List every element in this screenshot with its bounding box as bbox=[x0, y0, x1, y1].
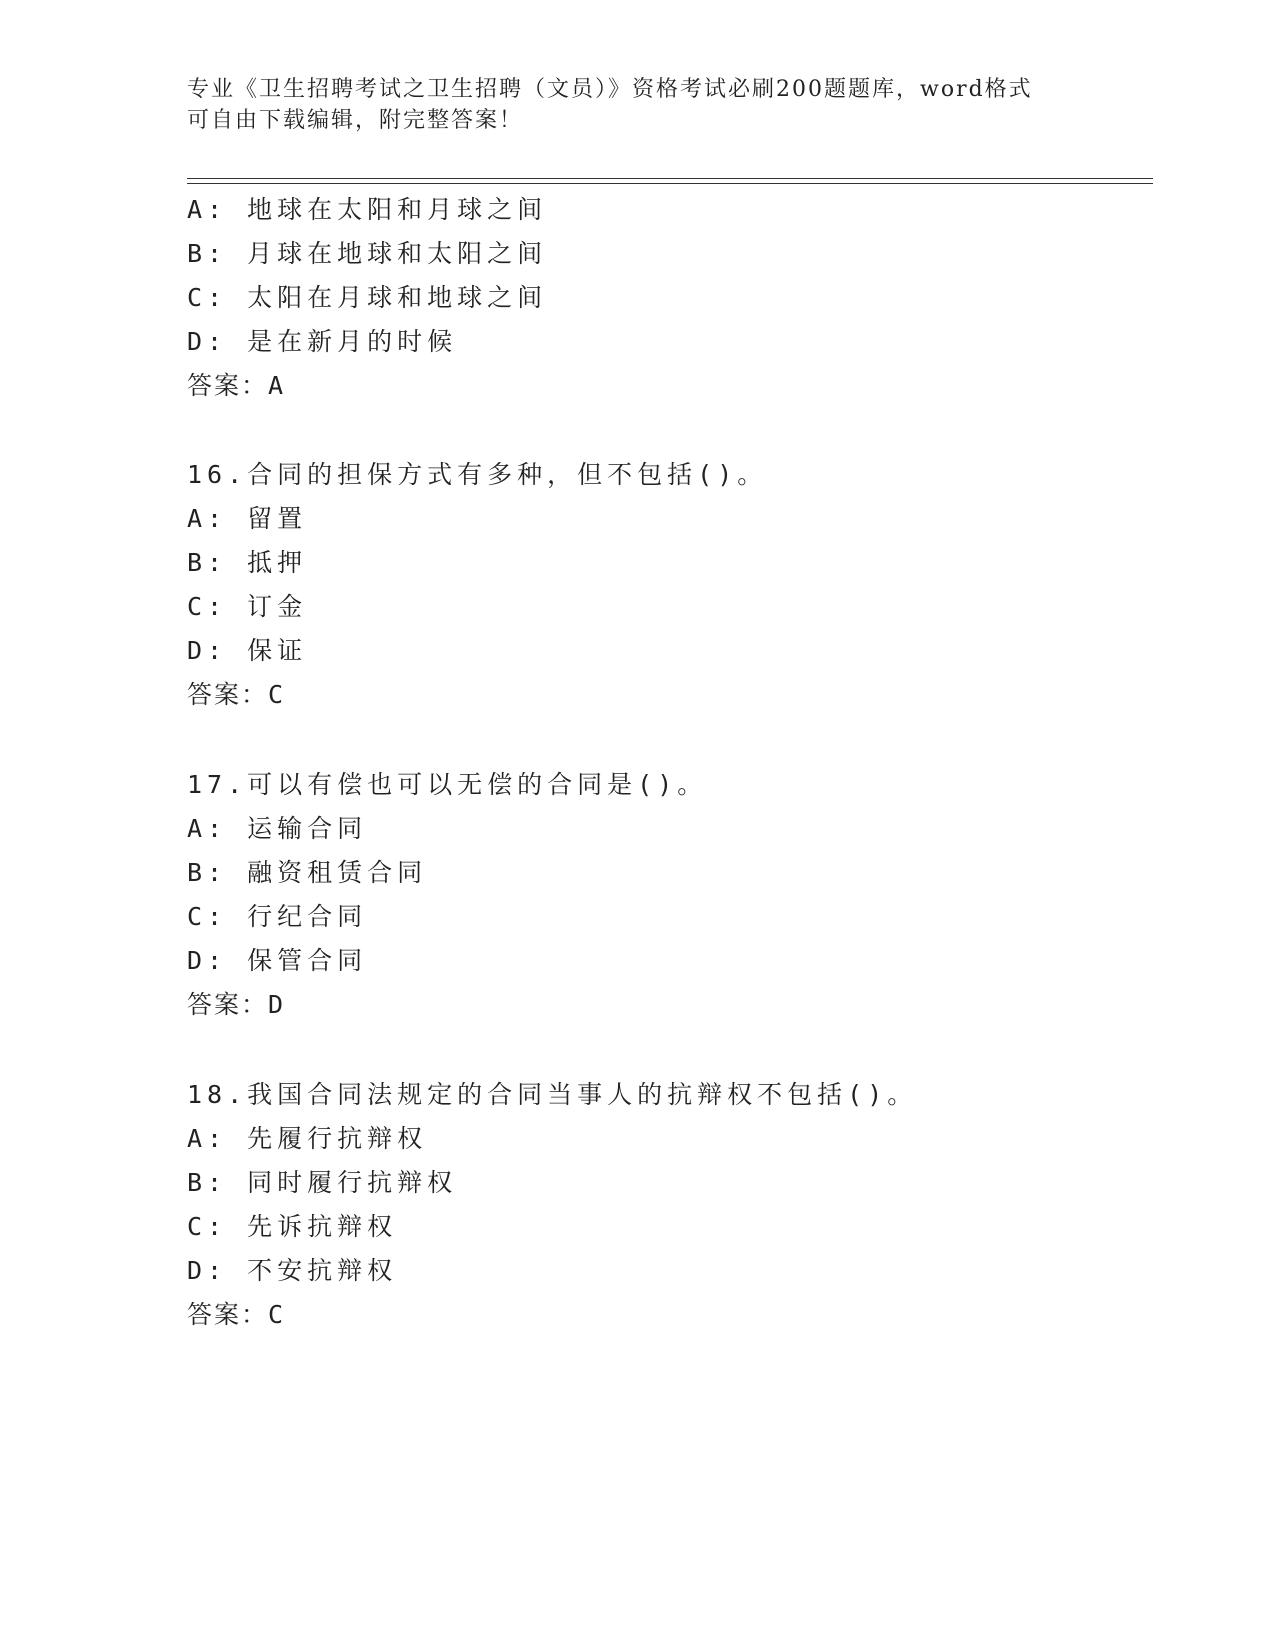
q18-option-b: B: 同时履行抗辩权 bbox=[187, 1168, 458, 1197]
header-line-2: 可自由下载编辑，附完整答案！ bbox=[187, 108, 524, 133]
header-divider-top bbox=[187, 178, 1153, 179]
q17-question: 17.可以有偿也可以无偿的合同是()。 bbox=[187, 770, 708, 799]
q18-answer: 答案：C bbox=[187, 1300, 286, 1329]
q16-option-a: A: 留置 bbox=[187, 504, 308, 533]
header-line-1: 专业《卫生招聘考试之卫生招聘（文员）》资格考试必刷200题题库，word格式 bbox=[187, 77, 1033, 102]
q16-option-d: D: 保证 bbox=[187, 636, 308, 665]
q17-option-d: D: 保管合同 bbox=[187, 946, 368, 975]
header-divider-bottom bbox=[187, 183, 1153, 184]
q18-option-a: A: 先履行抗辩权 bbox=[187, 1124, 428, 1153]
document-header bbox=[187, 74, 1087, 136]
q16-answer: 答案：C bbox=[187, 680, 286, 709]
q15-option-b: B: 月球在地球和太阳之间 bbox=[187, 239, 548, 268]
q16-option-b: B: 抵押 bbox=[187, 548, 308, 577]
q17-answer: 答案：D bbox=[187, 990, 286, 1019]
q17-option-b: B: 融资租赁合同 bbox=[187, 858, 428, 887]
q15-option-a: A: 地球在太阳和月球之间 bbox=[187, 195, 548, 224]
q17-option-a: A: 运输合同 bbox=[187, 814, 368, 843]
q17-option-c: C: 行纪合同 bbox=[187, 902, 368, 931]
q15-option-d: D: 是在新月的时候 bbox=[187, 327, 458, 356]
q18-option-d: D: 不安抗辩权 bbox=[187, 1256, 398, 1285]
q15-answer: 答案：A bbox=[187, 371, 286, 400]
q16-question: 16.合同的担保方式有多种，但不包括()。 bbox=[187, 460, 768, 489]
q18-option-c: C: 先诉抗辩权 bbox=[187, 1212, 398, 1241]
q18-question: 18.我国合同法规定的合同当事人的抗辩权不包括()。 bbox=[187, 1080, 918, 1109]
q15-option-c: C: 太阳在月球和地球之间 bbox=[187, 283, 548, 312]
q16-option-c: C: 订金 bbox=[187, 592, 308, 621]
